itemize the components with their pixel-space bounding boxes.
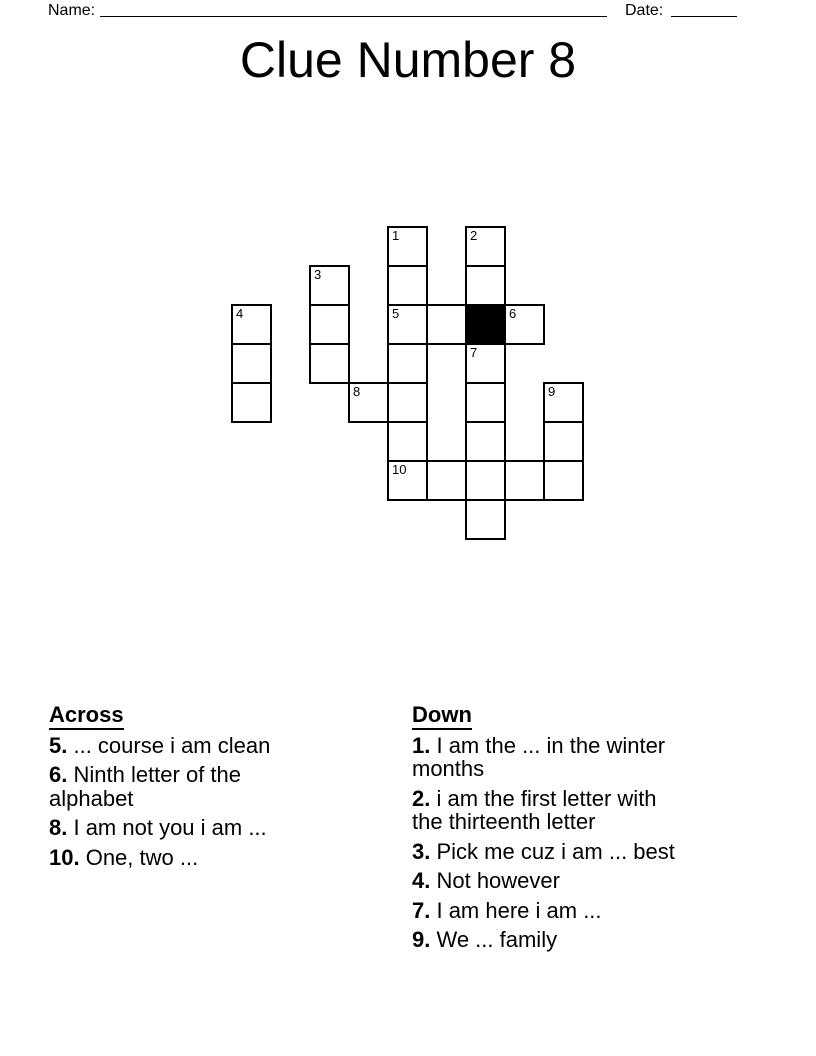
clue-across-10 xyxy=(49,846,321,870)
cell-number: 10 xyxy=(392,462,407,477)
grid-cell[interactable] xyxy=(543,421,584,462)
cell-number: 7 xyxy=(470,345,478,360)
name-blank-line[interactable] xyxy=(100,0,607,17)
grid-cell[interactable] xyxy=(426,460,467,501)
clue-number: 8. xyxy=(49,815,68,840)
clue-text: Pick me cuz i am ... best xyxy=(430,838,675,864)
across-heading-text: Across xyxy=(49,702,124,730)
clue-number: 4. xyxy=(412,868,431,893)
clue-number: 10. xyxy=(49,844,80,870)
clue-down-9 xyxy=(412,928,688,952)
grid-cell-9[interactable] xyxy=(543,382,584,423)
clue-text: i am the first letter with the thirteenth letter xyxy=(412,785,657,834)
clue-text: I am not you i am ... xyxy=(67,815,267,840)
clue-text: Ninth letter of the alphabet xyxy=(49,762,242,811)
grid-cell-4[interactable] xyxy=(231,304,272,345)
grid-cell[interactable] xyxy=(387,421,428,462)
grid-cell[interactable] xyxy=(465,265,506,306)
clue-text: One, two ... xyxy=(79,844,199,870)
clue-number: 6. xyxy=(49,762,68,787)
grid-cell[interactable] xyxy=(504,460,545,501)
grid-cell[interactable] xyxy=(465,421,506,462)
date-blank-line[interactable] xyxy=(671,0,737,17)
grid-cell-1[interactable] xyxy=(387,226,428,267)
grid-cell-10[interactable] xyxy=(387,460,428,501)
grid-cell[interactable] xyxy=(465,499,506,540)
grid-cell[interactable] xyxy=(309,343,350,384)
across-clues-list xyxy=(49,734,321,870)
grid-cell[interactable] xyxy=(387,343,428,384)
grid-cell[interactable] xyxy=(465,460,506,501)
grid-cell[interactable] xyxy=(465,382,506,423)
cell-number: 4 xyxy=(236,306,244,321)
clue-number: 7. xyxy=(412,897,431,923)
name-label: Name: xyxy=(48,2,96,19)
grid-cell-8[interactable] xyxy=(348,382,389,423)
clue-across-8 xyxy=(49,816,321,840)
grid-cell-3[interactable] xyxy=(309,265,350,306)
cell-number: 8 xyxy=(353,384,361,399)
cell-number: 2 xyxy=(470,228,478,243)
clue-across-5 xyxy=(49,734,321,758)
down-heading xyxy=(412,703,688,727)
down-clues-section xyxy=(412,703,688,958)
down-heading-text: Down xyxy=(412,702,472,730)
clue-down-3 xyxy=(412,840,688,864)
clue-down-7 xyxy=(412,899,688,923)
grid-cell[interactable] xyxy=(426,304,467,345)
clue-text: ... course i am clean xyxy=(67,732,271,758)
cell-number: 3 xyxy=(314,267,322,282)
clue-number: 5. xyxy=(49,732,68,758)
cell-number: 1 xyxy=(392,228,400,243)
clue-number: 2. xyxy=(412,785,431,811)
clue-text: We ... family xyxy=(430,927,558,952)
down-clues-list xyxy=(412,734,688,952)
grid-cell[interactable] xyxy=(309,304,350,345)
grid-cell-black xyxy=(465,304,506,345)
grid-cell-5[interactable] xyxy=(387,304,428,345)
clue-number: 1. xyxy=(412,732,431,758)
clue-number: 3. xyxy=(412,838,431,864)
clue-number: 9. xyxy=(412,927,431,952)
grid-cell-2[interactable] xyxy=(465,226,506,267)
grid-cell[interactable] xyxy=(231,343,272,384)
clue-text: I am here i am ... xyxy=(430,897,602,923)
across-heading xyxy=(49,703,321,727)
grid-cell[interactable] xyxy=(543,460,584,501)
cell-number: 5 xyxy=(392,306,400,321)
page-title: Clue Number 8 xyxy=(239,32,577,88)
date-label: Date: xyxy=(625,2,664,19)
grid-cell-6[interactable] xyxy=(504,304,545,345)
cell-number: 9 xyxy=(548,384,556,399)
grid-cell[interactable] xyxy=(387,265,428,306)
clue-down-2 xyxy=(412,787,688,834)
clue-down-4 xyxy=(412,869,688,893)
clue-across-6 xyxy=(49,763,321,810)
grid-cell[interactable] xyxy=(231,382,272,423)
clue-down-1 xyxy=(412,734,688,781)
clue-text: I am the ... in the winter months xyxy=(412,732,666,781)
crossword-grid xyxy=(231,226,584,540)
across-clues-section xyxy=(49,703,321,875)
clue-text: Not however xyxy=(430,868,560,893)
cell-number: 6 xyxy=(509,306,517,321)
grid-cell-7[interactable] xyxy=(465,343,506,384)
grid-cell[interactable] xyxy=(387,382,428,423)
